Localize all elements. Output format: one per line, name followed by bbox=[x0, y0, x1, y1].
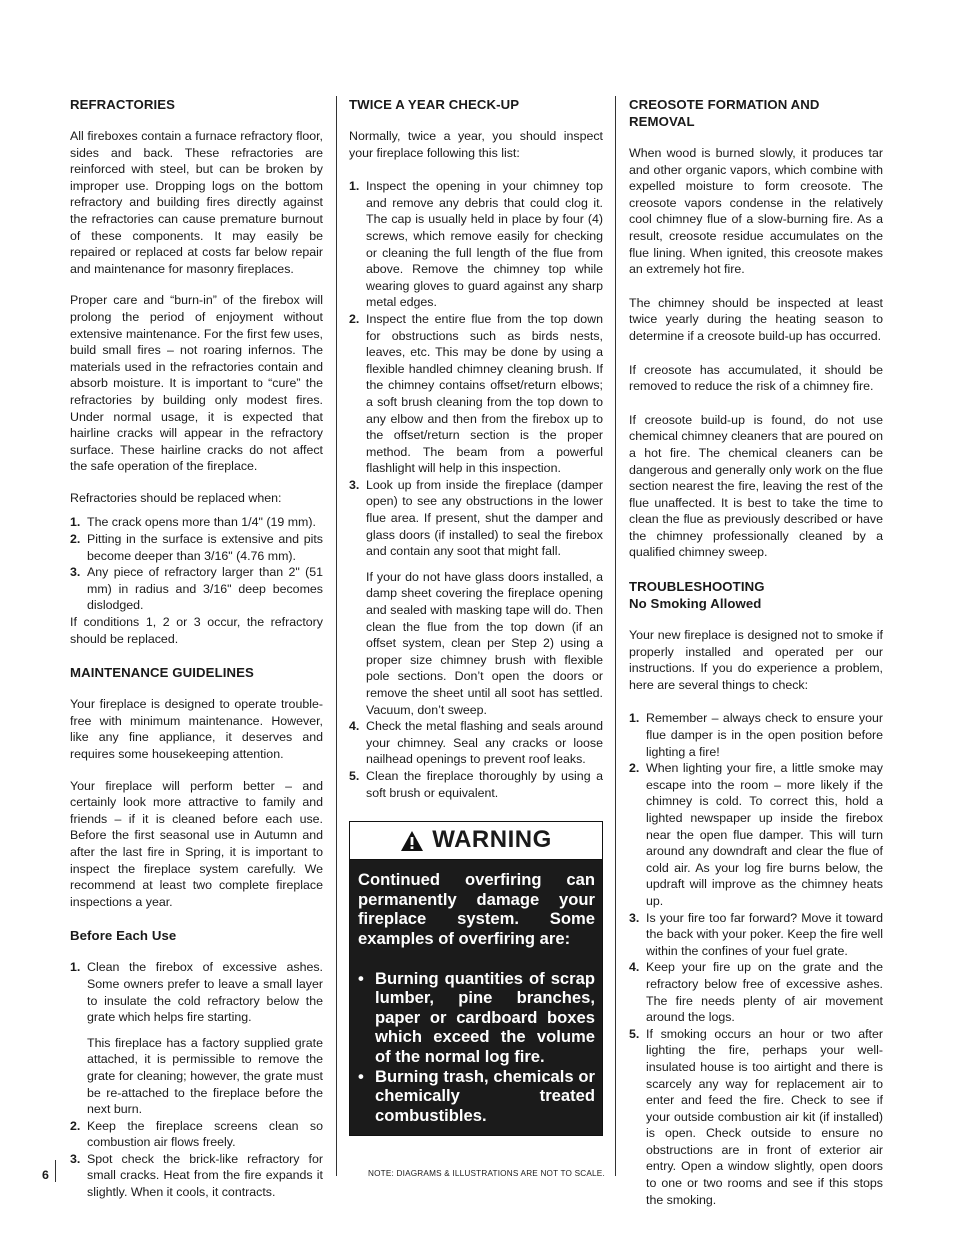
troubleshooting-subheading: No Smoking Allowed bbox=[629, 596, 762, 612]
list-number: 1. bbox=[70, 515, 81, 530]
bullet-icon: • bbox=[358, 968, 364, 988]
refractories-list bbox=[70, 514, 323, 614]
warning-header bbox=[350, 822, 602, 860]
list-number: 2. bbox=[349, 311, 360, 326]
list-item bbox=[349, 311, 603, 477]
warning-list bbox=[358, 969, 595, 1126]
warning-list-item bbox=[358, 969, 595, 1067]
list-item bbox=[70, 1151, 323, 1201]
twice-a-year-list-continued bbox=[349, 718, 603, 801]
list-item bbox=[70, 564, 323, 614]
refractories-paragraph: Proper care and “burn-in” of the firebox will prolong the period of enjoyment without extensive maintenance. For the first few uses, build small fires – not roaring infernos. The materials used in the refractories contain and absorb moisture. It is important to “cure” the refractories by building only modest fires. Under normal usage, it is expected that hairline cracks will appear in the refractory surface. These hairline cracks do not affect the safe operation of the fireplace. bbox=[70, 293, 323, 474]
right-column bbox=[629, 96, 883, 1208]
troubleshooting-heading: TROUBLESHOOTING bbox=[629, 579, 765, 595]
list-number: 1. bbox=[629, 711, 640, 726]
refractories-paragraph: All fireboxes contain a furnace refractory floor, sides and back. These refractories are reinforced with steel, but can be broken by improper use. Dropping logs on the bottom refractory and building fires directly against the refractories can cause premature burnout of these components. It may easily be repaired or replaced at costs far below repair and maintenance for masonry fireplaces. bbox=[70, 129, 323, 276]
warning-body bbox=[350, 860, 602, 1135]
refractories-conclusion: If conditions 1, 2 or 3 occur, the refractory should be replaced. bbox=[70, 615, 323, 646]
warning-title: WARNING bbox=[432, 826, 552, 854]
page-number-divider bbox=[55, 1160, 56, 1182]
list-number: 3. bbox=[349, 477, 360, 492]
before-each-use-list bbox=[70, 959, 323, 1025]
middle-column bbox=[349, 96, 603, 1136]
grate-note: This fireplace has a factory supplied grate attached, it is permissible to remove the grate for cleaning; however, the grate must be re-attached to the fireplace before the next burn. bbox=[87, 1035, 323, 1117]
list-item bbox=[349, 477, 603, 560]
list-number: 3. bbox=[70, 565, 81, 580]
creosote-paragraph: When wood is burned slowly, it produces tar and other organic vapors, which combine with expelled moisture to form creosote. The creosote vapors condense in the relatively cool chimney flue of a slow-burning fire. As a result, creosote residue accumulates on the flue lining. When ignited, this creosote makes an extremely hot fire. bbox=[629, 146, 883, 277]
list-text: Check the metal flashing and seals around your chimney. Seal any cracks or loose nailhead openings to prevent roof leaks. bbox=[366, 719, 603, 767]
list-text: If smoking occurs an hour or two after lighting the fire, perhaps your well-insulated house is too airtight and there is scarcely any way for replacement air to enter and feed the fire. Check to see if your outside combustion air kit (if installed) is open. Check outside to ensure no obstructions are in front of exterior air entry. Open a window slightly, open doors to one or two rooms and see if this stops the smoking. bbox=[646, 1026, 883, 1207]
before-each-use-heading: Before Each Use bbox=[70, 928, 177, 944]
column-divider bbox=[615, 96, 616, 1176]
list-item bbox=[70, 531, 323, 564]
creosote-paragraph: If creosote build-up is found, do not use chemical chimney cleaners that are poured on a hot fire. The chemical cleaners can be dangerous and generally only work on the flue section nearest the fire, leaving the rest of the flue unaffected. It is best to take the time to clean the flue as previously described or have the chimney professionally cleaned by a qualified chimney sweep. bbox=[629, 412, 883, 560]
damp-sheet-note: If your do not have glass doors installed, a damp sheet covering the fireplace opening and sealed with masking tape will do. Then clean the flue from the top down (if an offset system, clean per Step 2) using a proper size chimney brush with flexible pole sections. Don’t open the doors or remove the sheet until all soot has settled. Vacuum, don’t sweep. bbox=[366, 569, 603, 717]
list-text: Inspect the entire flue from the top down for obstructions such as birds nests, leaves, etc. This may be done by using a flexible handled chimney cleaning brush. If the chimney contains offset/return elbows; a soft brush cleaning from the top down to any elbow and then from the firebox up to the offset/return section is the proper method. The beam from a powerful flashlight will help in this inspection. bbox=[366, 311, 603, 476]
list-number: 4. bbox=[629, 960, 640, 975]
maintenance-paragraph: Your fireplace is designed to operate trouble-free with minimum maintenance. However, like any fine appliance, it deserves and requires some housekeeping attention. bbox=[70, 697, 323, 761]
warning-text: Burning quantities of scrap lumber, pine branches, paper or cardboard boxes which exceed the volume of the normal log fire. bbox=[375, 968, 595, 1066]
list-item bbox=[70, 514, 323, 531]
refractories-replace-intro: Refractories should be replaced when: bbox=[70, 490, 282, 505]
list-number: 1. bbox=[70, 960, 81, 975]
list-number: 5. bbox=[629, 1026, 640, 1041]
warning-lead: Continued overfiring can permanently damage your fireplace system. Some examples of overfiring are: bbox=[358, 870, 595, 948]
twice-a-year-heading: TWICE A YEAR CHECK-UP bbox=[349, 97, 520, 112]
refractories-heading: REFRACTORIES bbox=[70, 97, 175, 112]
list-item bbox=[629, 760, 883, 909]
list-item bbox=[70, 1118, 323, 1151]
warning-list-item bbox=[358, 1067, 595, 1126]
footnote: NOTE: DIAGRAMS & ILLUSTRATIONS ARE NOT TO SCALE. bbox=[368, 1169, 605, 1178]
list-text: The crack opens more than 1/4" (19 mm). bbox=[87, 515, 316, 530]
list-text: Clean the firebox of excessive ashes. Some owners prefer to leave a small layer to insulate the cold refractory below the grate which helps fire starting. bbox=[87, 960, 323, 1025]
warning-text: Burning trash, chemicals or chemically treated combustibles. bbox=[375, 1066, 595, 1125]
warning-triangle-icon bbox=[400, 830, 424, 852]
list-item bbox=[629, 710, 883, 760]
list-item bbox=[349, 178, 603, 311]
list-text: Pitting in the surface is extensive and pits become deeper than 3/16" (4.76 mm). bbox=[87, 532, 323, 563]
list-number: 2. bbox=[70, 1118, 81, 1133]
list-text: Remember – always check to ensure your flue damper is in the open position before lighting a fire! bbox=[646, 711, 883, 759]
list-item bbox=[349, 718, 603, 768]
creosote-paragraph: The chimney should be inspected at least twice yearly during the heating season to determine if a creosote build-up has occurred. bbox=[629, 295, 883, 343]
list-text: When lighting your fire, a little smoke may escape into the room – more likely if the chimney is cold. To correct this, hold a lighted newspaper up inside the firebox near the open flue damper. This will turn around any downdraft and clear the flue of cold air. As your log fire burns below, the updraft will improve as the chimney heats up. bbox=[646, 761, 883, 908]
list-text: Clean the fireplace thoroughly by using a soft brush or equivalent. bbox=[366, 768, 603, 800]
list-text: Keep the fireplace screens clean so combustion air flows freely. bbox=[87, 1118, 323, 1150]
list-text: Inspect the opening in your chimney top and remove any debris that could clog it. The cap is usually held in place by four (4) screws, which remove easily for checking or cleaning the full length of the flue from above. Remove the chimney top while wearing gloves to guard against any sharp metal edges. bbox=[366, 179, 603, 310]
column-divider bbox=[336, 96, 337, 1176]
list-item bbox=[70, 959, 323, 1025]
list-item bbox=[629, 910, 883, 960]
troubleshooting-intro: Your new fireplace is designed not to smoke if properly installed and operated per our instructions. If you do experience a problem, here are several things to check: bbox=[629, 628, 883, 692]
twice-a-year-intro: Normally, twice a year, you should inspect your fireplace following this list: bbox=[349, 129, 603, 160]
creosote-heading: CREOSOTE FORMATION AND REMOVAL bbox=[629, 97, 820, 129]
list-number: 4. bbox=[349, 719, 360, 734]
creosote-paragraph: If creosote has accumulated, it should be removed to reduce the risk of a chimney fire. bbox=[629, 362, 883, 394]
left-column bbox=[70, 96, 323, 1201]
maintenance-paragraph: Your fireplace will perform better – and certainly look more attractive to family and friends – if it is cleaned before each use. Before the first seasonal use in Autumn and after the last fire in Spring, it is important to inspect the fireplace system carefully. We recommend at least two complete fireplace inspections a year. bbox=[70, 778, 323, 909]
list-text: Look up from inside the fireplace (damper open) to see any obstructions in the lower flue area. If present, shut the damper and glass doors (if installed) to seal the firebox and contain any soot that might fall. bbox=[366, 477, 603, 559]
bullet-icon: • bbox=[358, 1066, 364, 1086]
troubleshooting-list bbox=[629, 710, 883, 1208]
list-number: 5. bbox=[349, 768, 360, 783]
page-number: 6 bbox=[42, 1168, 49, 1182]
list-text: Keep your fire up on the grate and the refractory below free of excessive ashes. The fire needs plenty of air movement around the logs. bbox=[646, 960, 883, 1025]
list-text: Is your fire too far forward? Move it toward the back with your poker. Keep the fire well within the confines of your fuel grate. bbox=[646, 910, 883, 958]
list-text: Spot check the brick-like refractory for small cracks. Heat from the fire expands it slightly. When it cools, it contracts. bbox=[87, 1151, 323, 1200]
list-number: 3. bbox=[70, 1151, 81, 1166]
maintenance-heading: MAINTENANCE GUIDELINES bbox=[70, 665, 254, 681]
list-text: Any piece of refractory larger than 2" (51 mm) in radius and 3/16" deep becomes dislodged. bbox=[87, 565, 323, 613]
list-item bbox=[629, 1026, 883, 1209]
twice-a-year-list bbox=[349, 178, 603, 560]
warning-box bbox=[349, 821, 603, 1136]
list-number: 2. bbox=[629, 761, 640, 776]
list-number: 3. bbox=[629, 910, 640, 925]
list-item bbox=[349, 768, 603, 801]
list-number: 2. bbox=[70, 532, 81, 547]
list-item bbox=[629, 959, 883, 1025]
list-number: 1. bbox=[349, 179, 360, 194]
before-each-use-list-continued bbox=[70, 1118, 323, 1201]
